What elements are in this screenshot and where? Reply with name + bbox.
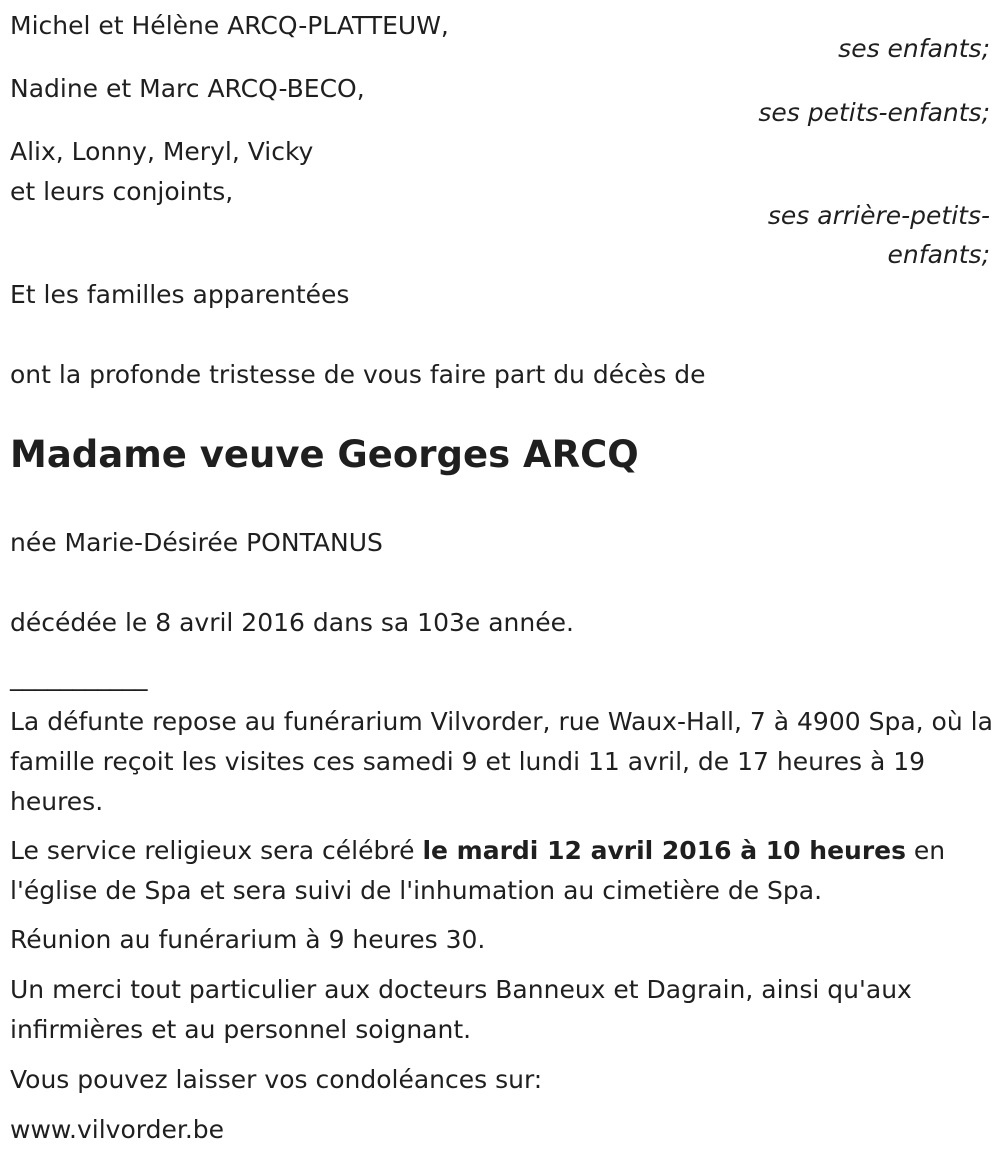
service-date: le mardi 12 avril 2016 à 10 heures	[422, 836, 906, 865]
children-names: Michel et Hélène ARCQ-PLATTEUW,	[10, 11, 449, 40]
service-details	[10, 831, 995, 911]
birth-name: née Marie-Désirée PONTANUS	[10, 528, 383, 557]
deceased-name: Madame veuve Georges ARCQ	[10, 433, 639, 476]
website-link[interactable]: www.vilvorder.be	[10, 1115, 225, 1144]
meeting-info: Réunion au funérarium à 9 heures 30.	[10, 925, 486, 954]
announcement-text: ont la profonde tristesse de vous faire part du décès de	[10, 360, 706, 389]
great-grandchildren-role-2: enfants;	[887, 240, 990, 269]
service-prefix: Le service religieux sera célébré	[10, 836, 423, 865]
great-grandchildren-role-1: ses arrière-petits-	[767, 201, 990, 230]
death-info: décédée le 8 avril 2016 dans sa 103e année.	[10, 608, 574, 637]
repose-details: La défunte repose au funérarium Vilvorder, rue Waux-Hall, 7 à 4900 Spa, où la famille reçoit les visites ces samedi 9 et lundi 11 avril, de 17 heures à 19 heures.	[10, 707, 993, 816]
grandchildren-names: Nadine et Marc ARCQ-BECO,	[10, 74, 365, 103]
condolences-text: Vous pouvez laisser vos condoléances sur:	[10, 1065, 543, 1094]
great-grandchildren-names: Alix, Lonny, Meryl, Vicky	[10, 137, 314, 166]
separator-line: ___________	[10, 662, 148, 691]
related-families: Et les familles apparentées	[10, 280, 350, 309]
grandchildren-role: ses petits-enfants;	[758, 98, 990, 127]
children-role: ses enfants;	[838, 34, 990, 63]
thanks-text: Un merci tout particulier aux docteurs Banneux et Dagrain, ainsi qu'aux infirmières et au personnel soignant.	[10, 975, 912, 1044]
great-grandchildren-spouses: et leurs conjoints,	[10, 177, 234, 206]
service-suffix: en l'église de Spa et sera suivi de l'inhumation au cimetière de Spa.	[10, 836, 946, 905]
